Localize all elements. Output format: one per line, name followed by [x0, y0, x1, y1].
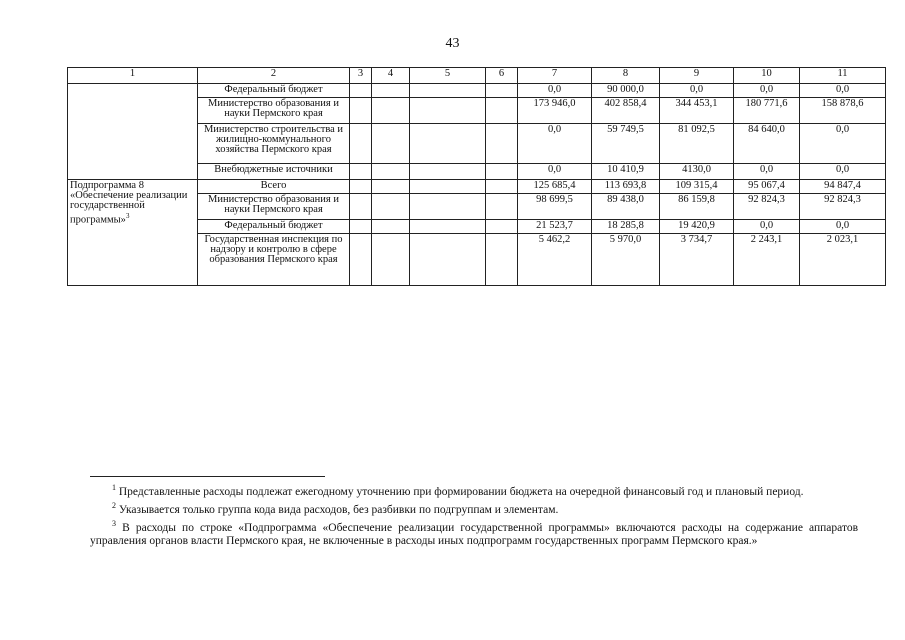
value-cell: 2 023,1 [800, 234, 886, 286]
empty-cell [350, 164, 372, 180]
page-number: 43 [445, 36, 460, 51]
empty-cell [486, 234, 518, 286]
empty-cell [372, 180, 410, 194]
value-cell: 19 420,9 [660, 220, 734, 234]
value-cell: 0,0 [800, 164, 886, 180]
footnote-text: Представленные расходы подлежат ежегодному уточнению при формировании бюджета на очередной финансовый год и плановый период. [118, 485, 804, 498]
empty-cell [372, 164, 410, 180]
value-cell: 59 749,5 [592, 124, 660, 164]
empty-cell [410, 164, 486, 180]
value-cell: 21 523,7 [518, 220, 592, 234]
value-cell: 0,0 [800, 220, 886, 234]
funding-source: Министерство образования и науки Пермского края [198, 194, 350, 220]
value-cell: 173 946,0 [518, 98, 592, 124]
value-cell: 0,0 [800, 84, 886, 98]
header-cell: 11 [800, 68, 886, 84]
empty-cell [486, 164, 518, 180]
empty-cell [486, 98, 518, 124]
value-cell: 4130,0 [660, 164, 734, 180]
header-cell: 10 [734, 68, 800, 84]
footnote-text: В расходы по строке «Подпрограмма «Обеспечение реализации государственной программы» включаются расходы на содержание аппаратов управления органов власти Пермского края, не включенные в расходы иных подпрограмм государственных программ Пермского края.» [90, 521, 859, 548]
empty-cell [372, 124, 410, 164]
value-cell: 5 462,2 [518, 234, 592, 286]
funding-source: Федеральный бюджет [198, 84, 350, 98]
value-cell: 84 640,0 [734, 124, 800, 164]
funding-source: Федеральный бюджет [198, 220, 350, 234]
funding-source: Всего [198, 180, 350, 194]
header-row [68, 68, 886, 84]
value-cell: 81 092,5 [660, 124, 734, 164]
value-cell: 0,0 [734, 220, 800, 234]
footnote-mark: 2 [112, 500, 116, 510]
value-cell: 90 000,0 [592, 84, 660, 98]
footnote-mark: 1 [112, 483, 116, 492]
value-cell: 2 243,1 [734, 234, 800, 286]
empty-cell [350, 180, 372, 194]
header-cell: 5 [410, 68, 486, 84]
value-cell: 0,0 [800, 124, 886, 164]
header-cell: 4 [372, 68, 410, 84]
header-cell: 6 [486, 68, 518, 84]
value-cell: 109 315,4 [660, 180, 734, 194]
funding-source: Министерство образования и науки Пермского края [198, 98, 350, 124]
empty-cell [350, 84, 372, 98]
footnote-divider [90, 476, 325, 477]
value-cell: 180 771,6 [734, 98, 800, 124]
footnote-ref: 3 [125, 212, 130, 220]
value-cell: 92 824,3 [800, 194, 886, 220]
empty-cell [410, 194, 486, 220]
empty-cell [410, 220, 486, 234]
header-cell: 1 [68, 68, 198, 84]
empty-cell [486, 194, 518, 220]
empty-cell [410, 124, 486, 164]
empty-group-cell [68, 84, 198, 180]
value-cell: 5 970,0 [592, 234, 660, 286]
value-cell: 0,0 [518, 124, 592, 164]
empty-cell [372, 98, 410, 124]
empty-cell [350, 98, 372, 124]
empty-cell [410, 98, 486, 124]
header-cell: 7 [518, 68, 592, 84]
value-cell: 18 285,8 [592, 220, 660, 234]
funding-source: Государственная инспекция по надзору и контролю в сфере образования Пермского края [198, 234, 350, 286]
footnote-1 [90, 481, 858, 499]
funding-source: Внебюджетные источники [198, 164, 350, 180]
value-cell: 10 410,9 [592, 164, 660, 180]
empty-cell [410, 84, 486, 98]
value-cell: 92 824,3 [734, 194, 800, 220]
table-row [68, 84, 886, 98]
footnotes [90, 476, 858, 548]
value-cell: 0,0 [734, 164, 800, 180]
value-cell: 94 847,4 [800, 180, 886, 194]
empty-cell [486, 124, 518, 164]
empty-cell [350, 124, 372, 164]
header-cell: 3 [350, 68, 372, 84]
empty-cell [486, 220, 518, 234]
empty-cell [410, 180, 486, 194]
value-cell: 0,0 [734, 84, 800, 98]
header-cell: 9 [660, 68, 734, 84]
value-cell: 3 734,7 [660, 234, 734, 286]
footnote-3 [90, 517, 858, 549]
value-cell: 98 699,5 [518, 194, 592, 220]
value-cell: 344 453,1 [660, 98, 734, 124]
footnote-mark: 3 [112, 518, 116, 528]
header-cell: 2 [198, 68, 350, 84]
value-cell: 0,0 [660, 84, 734, 98]
empty-cell [372, 220, 410, 234]
footnote-2 [90, 499, 858, 517]
subprogram-label-cell [68, 180, 198, 286]
empty-cell [486, 84, 518, 98]
value-cell: 86 159,8 [660, 194, 734, 220]
value-cell: 125 685,4 [518, 180, 592, 194]
funding-source: Министерство строительства и жилищно-коммунального хозяйства Пермского края [198, 124, 350, 164]
header-cell: 8 [592, 68, 660, 84]
table-row [68, 180, 886, 194]
empty-cell [350, 234, 372, 286]
empty-cell [372, 84, 410, 98]
empty-cell [372, 194, 410, 220]
value-cell: 0,0 [518, 84, 592, 98]
empty-cell [372, 234, 410, 286]
empty-cell [486, 180, 518, 194]
value-cell: 95 067,4 [734, 180, 800, 194]
value-cell: 89 438,0 [592, 194, 660, 220]
value-cell: 113 693,8 [592, 180, 660, 194]
empty-cell [350, 220, 372, 234]
value-cell: 402 858,4 [592, 98, 660, 124]
subprogram-label: Подпрограмма 8 «Обеспечение реализации государственной программы» [70, 180, 188, 226]
footnote-text: Указывается только группа кода вида расходов, без разбивки по подгруппам и элементам. [118, 503, 559, 516]
empty-cell [350, 194, 372, 220]
value-cell: 158 878,6 [800, 98, 886, 124]
empty-cell [410, 234, 486, 286]
value-cell: 0,0 [518, 164, 592, 180]
budget-table [67, 67, 886, 286]
